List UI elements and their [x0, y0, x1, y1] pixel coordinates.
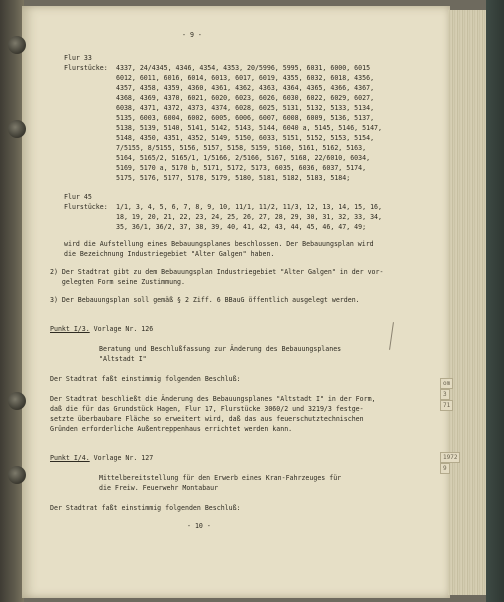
flur45-line: 1/1, 3, 4, 5, 6, 7, 8, 9, 10, 11/1, 11/2, 11/3, 12, 13, 14, 15, 16,	[116, 203, 382, 211]
punkt-i4-vorlage: Vorlage Nr. 127	[89, 454, 154, 462]
flur33-line: 5148, 4350, 4351, 4352, 5149, 5150, 6033, 5151, 5152, 5153, 5154,	[116, 134, 375, 142]
side-tab-1: om	[440, 378, 453, 389]
flur33-line: 5169, 5170 a, 5170 b, 5171, 5172, 5173, 6035, 6036, 6037, 5174,	[116, 164, 367, 172]
flur45-line: 35, 36/1, 36/2, 37, 38, 39, 40, 41, 42, 43, 44, 45, 46, 47, 49;	[116, 223, 367, 231]
punkt-i3-subject: "Altstadt I"	[99, 355, 147, 363]
punkt-i4-label: Punkt I/4.	[50, 454, 90, 462]
punkt-i3-label: Punkt I/3.	[50, 325, 90, 333]
flur33-line: 5135, 6003, 6004, 6002, 6005, 6006, 6007, 6008, 6009, 5136, 5137,	[116, 114, 375, 122]
punch-hole-bottom	[8, 466, 26, 484]
flur33-line: 5138, 5139, 5140, 5141, 5142, 5143, 5144, 6040 a, 5145, 5146, 5147,	[116, 124, 382, 132]
flur33-heading: Flur 33	[64, 54, 92, 62]
punkt-i3-body: daß die für das Grundstück Hagen, Flur 17, Flurstücke 3060/2 und 3219/3 festge-	[50, 405, 364, 413]
punkt-i4-subject: die Freiw. Feuerwehr Montabaur	[99, 484, 219, 492]
punkt-i3-body: Der Stadtrat beschließt die Änderung des Bebauungsplanes "Altstadt I" in der Form,	[50, 395, 376, 403]
flur33-line: 4368, 4369, 4370, 6021, 6020, 6023, 6026, 6030, 6022, 6029, 6027,	[116, 94, 375, 102]
flur33-line: 6038, 4371, 4372, 4373, 4374, 6028, 6025, 5131, 5132, 5133, 5134,	[116, 104, 375, 112]
punkt-i3-subject: Beratung und Beschlußfassung zur Änderung des Bebauungsplanes	[99, 345, 342, 353]
punkt-i4-subject: Mittelbereitstellung für den Erwerb eines Kran-Fahrzeuges für	[99, 474, 342, 482]
punch-hole-top	[8, 36, 26, 54]
side-tab-5: 9	[440, 463, 450, 474]
document-text	[42, 0, 442, 530]
side-tab-4: 1972	[440, 452, 460, 463]
page-edges	[448, 10, 488, 595]
punkt-i3-vorlage: Vorlage Nr. 126	[89, 325, 154, 333]
item-3: 3) Der Bebauungsplan soll gemäß § 2 Ziff. 6 BBauG öffentlich ausgelegt werden.	[50, 296, 360, 304]
flur33-line: 4337, 24/4345, 4346, 4354, 4353, 20/5996, 5995, 6031, 6000, 6015	[116, 64, 371, 72]
flur45-label: Flurstücke:	[64, 203, 108, 211]
flur33-line: 5175, 5176, 5177, 5178, 5179, 5180, 5181, 5182, 5183, 5184;	[116, 174, 351, 182]
flur33-line: 5164, 5165/2, 5165/1, 1/5166, 2/5166, 5167, 5168, 22/6010, 6034,	[116, 154, 371, 162]
punkt-i3-body: Gründen erforderliche Außentreppenhaus errichtet werden kann.	[50, 425, 293, 433]
punkt-i3-intro: Der Stadtrat faßt einstimmig folgenden Beschluß:	[50, 375, 241, 383]
punkt-i3-body: setzte überbaubare Fläche so erweitert wird, daß das aus feuerschutztechnischen	[50, 415, 364, 423]
punkt-i4	[50, 454, 153, 462]
binder-spine	[0, 0, 24, 602]
punch-hole-lower	[8, 392, 26, 410]
flur33-label: Flurstücke:	[64, 64, 108, 72]
page-number-bottom: - 10 -	[187, 522, 211, 530]
punkt-i4-intro: Der Stadtrat faßt einstimmig folgenden Beschluß:	[50, 504, 241, 512]
resolution-text: die Bezeichnung Industriegebiet "Alter Galgen" haben.	[64, 250, 275, 258]
page-number-top: - 9 -	[182, 31, 202, 39]
binder-cover	[486, 0, 504, 602]
punch-hole-upper	[8, 120, 26, 138]
side-tab-3: 71	[440, 400, 453, 411]
flur45-heading: Flur 45	[64, 193, 92, 201]
flur33-line: 6012, 6011, 6016, 6014, 6013, 6017, 6019, 4355, 6032, 6018, 4356,	[116, 74, 375, 82]
resolution-text: wird die Aufstellung eines Bebauungsplanes beschlossen. Der Bebauungsplan wird	[64, 240, 374, 248]
item-2: gelegten Form seine Zustimmung.	[50, 278, 185, 286]
side-tab-2: 3	[440, 389, 450, 400]
item-2: 2) Der Stadtrat gibt zu dem Bebauungsplan Industriegebiet "Alter Galgen" in der vor-	[50, 268, 384, 276]
flur33-line: 7/5155, 8/5155, 5156, 5157, 5158, 5159, 5160, 5161, 5162, 5163,	[116, 144, 367, 152]
punkt-i3	[50, 325, 153, 333]
flur33-line: 4357, 4358, 4359, 4360, 4361, 4362, 4363, 4364, 4365, 4366, 4367,	[116, 84, 375, 92]
flur45-line: 18, 19, 20, 21, 22, 23, 24, 25, 26, 27, 28, 29, 30, 31, 32, 33, 34,	[116, 213, 382, 221]
